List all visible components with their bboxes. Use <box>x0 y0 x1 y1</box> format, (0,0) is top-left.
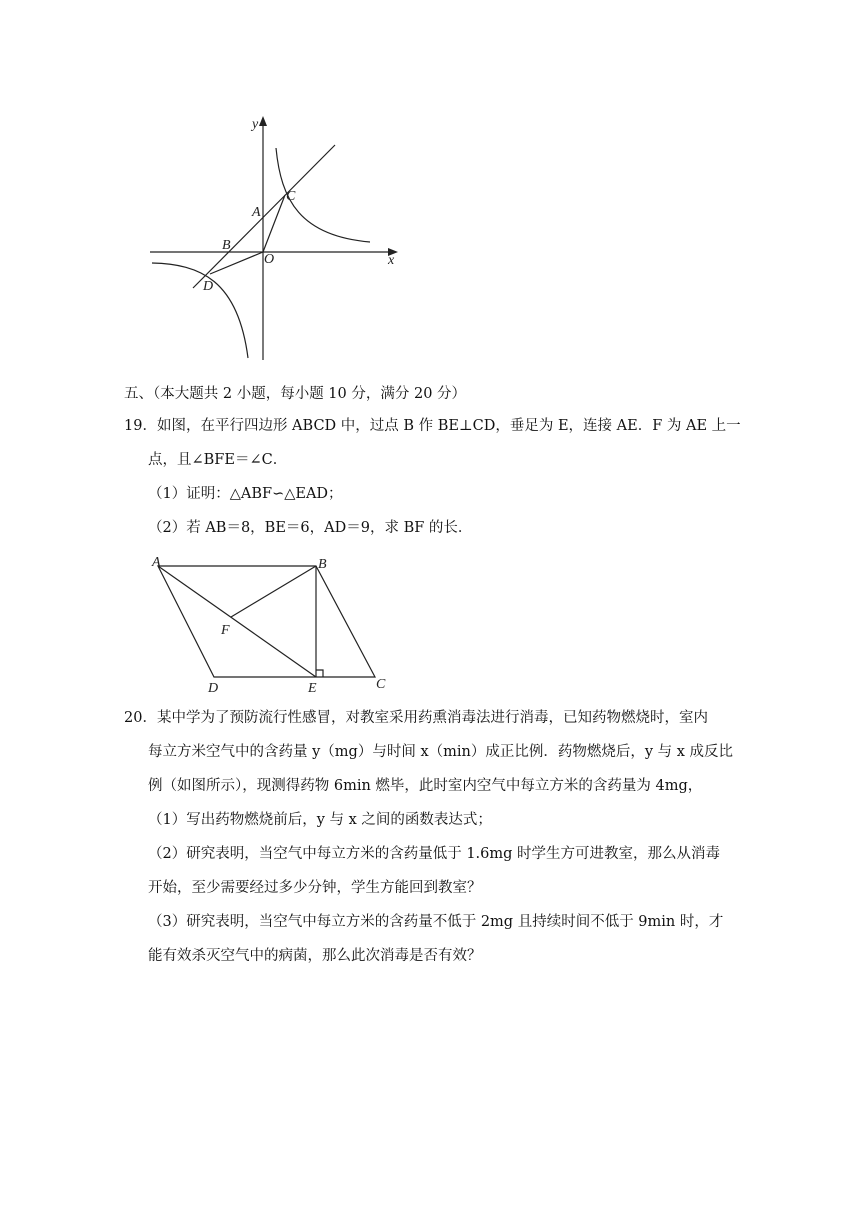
label-y: y <box>252 117 259 132</box>
label-a: A <box>252 205 261 220</box>
section-heading: 五、（本大题共 2 小题，每小题 10 分，满分 20 分） <box>124 386 467 402</box>
q19-line2: 点，且∠BFE＝∠C． <box>148 452 288 468</box>
label-a2: A <box>152 555 161 570</box>
q19-part1: （1）证明：△ABF∽△EAD； <box>148 486 343 502</box>
segment-oc <box>263 195 285 252</box>
q20-part2-line1: （2）研究表明，当空气中每立方米的含药量低于 1.6mg 时学生方可进教室，那么从消毒 <box>148 846 721 862</box>
segment-ae <box>158 566 316 677</box>
label-b2: B <box>318 557 327 572</box>
label-o: O <box>264 252 275 267</box>
segment-bf <box>231 566 316 617</box>
q19-part2: （2）若 AB＝8，BE＝6，AD＝9，求 BF 的长． <box>148 520 473 536</box>
q20-part3-line2: 能有效杀灭空气中的病菌，那么此次消毒是否有效？ <box>148 948 482 964</box>
right-angle-mark <box>316 670 323 677</box>
figure-parallelogram <box>148 550 398 695</box>
q19-line1: 19．如图，在平行四边形 ABCD 中，过点 B 作 BE⊥CD，垂足为 E，连接 AE．F 为 AE 上一 <box>124 418 741 434</box>
q20-line2: 每立方米空气中的含药量 y（mg）与时间 x（min）成正比例．药物燃烧后，y 与 x 成反比 <box>148 744 734 760</box>
q20-line3: 例（如图所示），现测得药物 6min 燃毕，此时室内空气中每立方米的含药量为 4mg， <box>148 778 703 794</box>
label-c2: C <box>376 677 386 692</box>
parallelogram-abcd <box>158 566 375 677</box>
label-b: B <box>222 238 231 253</box>
hyperbola-branch-2 <box>152 263 248 358</box>
q20-part2-line2: 开始，至少需要经过多少分钟，学生方能回到教室？ <box>148 880 482 896</box>
label-f2: F <box>221 623 230 638</box>
label-x: x <box>388 253 395 268</box>
label-d2: D <box>208 681 219 695</box>
q20-part1: （1）写出药物燃烧前后，y 与 x 之间的函数表达式； <box>148 812 492 828</box>
label-e2: E <box>308 681 317 695</box>
figure-hyperbola-line <box>140 110 410 370</box>
label-d: D <box>203 279 214 294</box>
q20-line1: 20．某中学为了预防流行性感冒，对教室采用药熏消毒法进行消毒，已知药物燃烧时，室内 <box>124 710 708 726</box>
q20-part3-line1: （3）研究表明，当空气中每立方米的含药量不低于 2mg 且持续时间不低于 9min 时，才 <box>148 914 724 930</box>
y-axis-arrow <box>259 116 267 126</box>
label-c: C <box>286 189 296 204</box>
